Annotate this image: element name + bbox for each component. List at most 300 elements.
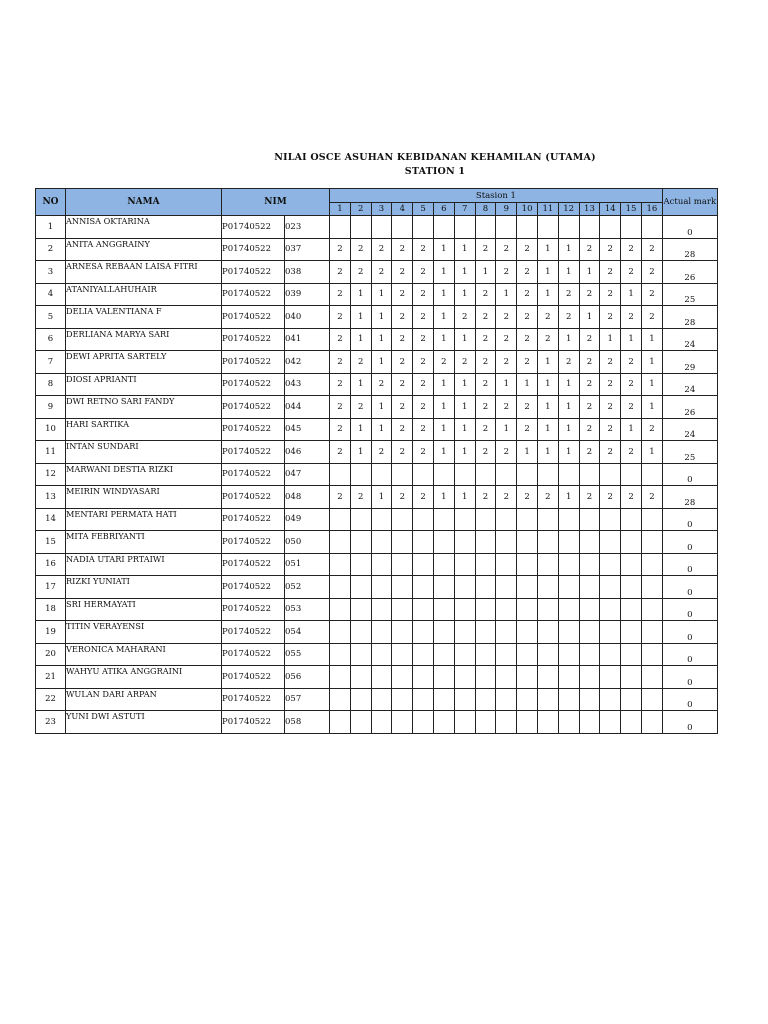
row-number: 20 [36,643,66,666]
student-name: ANITA ANGGRAINY [66,238,222,261]
row-number: 18 [36,598,66,621]
score-cell [392,553,413,576]
score-cell [330,643,351,666]
score-cell [579,598,600,621]
score-cell: 1 [558,441,579,464]
score-cell: 2 [496,238,517,261]
score-cell: 2 [621,261,642,284]
score-cell: 2 [392,306,413,329]
student-nim-suffix: 058 [285,711,330,734]
score-cell: 2 [537,306,558,329]
table-row [36,486,718,509]
score-cell [454,508,475,531]
score-cell: 2 [392,373,413,396]
score-cell [558,643,579,666]
score-cell [392,216,413,239]
score-cell: 1 [371,396,392,419]
score-table-body [36,216,718,734]
score-cell: 1 [558,238,579,261]
score-cell [517,598,538,621]
col-header-item-9: 9 [496,203,517,216]
score-cell: 2 [413,328,434,351]
score-cell: 2 [600,441,621,464]
score-cell: 2 [392,396,413,419]
score-cell: 1 [558,418,579,441]
actual-mark: 25 [662,283,717,306]
score-cell: 1 [350,283,371,306]
score-cell: 2 [600,283,621,306]
score-cell: 2 [413,373,434,396]
score-cell [558,688,579,711]
score-cell: 2 [413,418,434,441]
score-cell: 2 [517,486,538,509]
score-cell: 2 [413,306,434,329]
score-cell [392,508,413,531]
score-cell [558,508,579,531]
score-cell [433,711,454,734]
student-name: SRI HERMAYATI [66,598,222,621]
score-cell [600,553,621,576]
score-cell: 2 [392,261,413,284]
score-cell [330,598,351,621]
score-cell [413,216,434,239]
score-cell [350,463,371,486]
student-nim-suffix: 054 [285,621,330,644]
score-cell: 1 [537,396,558,419]
score-cell: 1 [537,238,558,261]
score-cell [433,216,454,239]
score-cell: 2 [579,373,600,396]
score-cell [517,688,538,711]
col-header-item-14: 14 [600,203,621,216]
score-cell: 2 [517,418,538,441]
score-cell [413,621,434,644]
score-cell: 2 [371,373,392,396]
col-header-actual: Actual mark [662,189,717,216]
score-cell: 2 [475,441,496,464]
score-cell [330,508,351,531]
score-cell: 2 [350,238,371,261]
col-header-stasion: Stasion 1 [330,189,663,203]
document-subtitle: STATION 1 [404,166,466,177]
score-cell [641,666,662,689]
actual-mark: 0 [662,216,717,239]
score-cell [579,666,600,689]
score-cell: 2 [475,238,496,261]
score-cell: 2 [641,418,662,441]
score-cell [330,463,351,486]
score-cell: 2 [496,306,517,329]
score-cell [392,666,413,689]
score-cell: 2 [330,396,351,419]
score-cell [454,576,475,599]
score-cell [579,553,600,576]
score-cell [496,621,517,644]
score-cell: 1 [517,373,538,396]
student-name: MITA FEBRIYANTI [66,531,222,554]
col-header-item-12: 12 [558,203,579,216]
score-cell: 2 [621,238,642,261]
student-nim: P01740522 [222,598,285,621]
row-number: 10 [36,418,66,441]
score-cell: 1 [433,418,454,441]
score-cell: 2 [579,351,600,374]
table-row [36,328,718,351]
score-cell [600,666,621,689]
score-cell: 1 [558,328,579,351]
student-nim: P01740522 [222,508,285,531]
score-cell: 1 [433,373,454,396]
col-header-item-16: 16 [641,203,662,216]
actual-mark: 0 [662,711,717,734]
score-cell [371,621,392,644]
score-cell [517,666,538,689]
student-nim: P01740522 [222,351,285,374]
score-cell: 2 [496,261,517,284]
score-cell: 2 [621,441,642,464]
score-cell [517,463,538,486]
table-row [36,531,718,554]
col-header-nim: NIM [222,189,330,216]
score-cell: 1 [350,306,371,329]
score-cell: 2 [517,396,538,419]
score-cell: 2 [641,238,662,261]
score-cell [454,553,475,576]
student-nim: P01740522 [222,328,285,351]
actual-mark: 29 [662,351,717,374]
score-cell [392,688,413,711]
table-row [36,711,718,734]
score-cell [641,531,662,554]
score-cell [496,463,517,486]
score-cell [350,553,371,576]
score-cell [330,711,351,734]
score-cell: 1 [371,283,392,306]
table-row [36,621,718,644]
score-cell [433,531,454,554]
table-row [36,283,718,306]
student-nim-suffix: 052 [285,576,330,599]
student-nim: P01740522 [222,261,285,284]
score-cell: 1 [433,328,454,351]
actual-mark: 0 [662,643,717,666]
score-cell [454,531,475,554]
score-cell [454,216,475,239]
score-cell [330,216,351,239]
score-cell [413,576,434,599]
score-cell [454,711,475,734]
student-nim: P01740522 [222,396,285,419]
score-cell: 1 [537,351,558,374]
score-cell [621,531,642,554]
score-cell [371,643,392,666]
student-nim: P01740522 [222,531,285,554]
row-number: 2 [36,238,66,261]
score-cell [496,576,517,599]
score-cell [517,643,538,666]
row-number: 1 [36,216,66,239]
score-cell [433,621,454,644]
student-nim-suffix: 049 [285,508,330,531]
score-cell: 1 [454,328,475,351]
score-cell [454,463,475,486]
student-nim-suffix: 046 [285,441,330,464]
score-cell: 2 [496,328,517,351]
student-nim-suffix: 023 [285,216,330,239]
score-cell: 1 [641,328,662,351]
score-cell [621,666,642,689]
student-nim: P01740522 [222,553,285,576]
score-cell [413,688,434,711]
score-cell [579,216,600,239]
student-name: WULAN DARI ARPAN [66,688,222,711]
score-cell [350,576,371,599]
actual-mark: 0 [662,463,717,486]
score-cell [621,508,642,531]
score-cell: 2 [579,328,600,351]
score-cell [537,711,558,734]
score-cell: 1 [433,396,454,419]
score-cell: 2 [621,486,642,509]
score-cell: 2 [517,351,538,374]
actual-mark: 0 [662,508,717,531]
table-row [36,373,718,396]
score-cell [475,216,496,239]
col-header-item-15: 15 [621,203,642,216]
score-cell: 1 [641,351,662,374]
table-row [36,576,718,599]
score-cell: 2 [558,306,579,329]
student-nim-suffix: 047 [285,463,330,486]
score-cell: 2 [350,261,371,284]
score-cell [537,621,558,644]
student-name: WAHYU ATIKA ANGGRAINI [66,666,222,689]
score-cell: 2 [330,238,351,261]
score-cell [371,688,392,711]
row-number: 4 [36,283,66,306]
score-cell [475,621,496,644]
score-cell: 1 [371,486,392,509]
score-cell [621,711,642,734]
score-cell [350,508,371,531]
col-header-item-5: 5 [413,203,434,216]
student-nim-suffix: 038 [285,261,330,284]
score-cell [350,216,371,239]
score-cell: 1 [558,396,579,419]
actual-mark: 26 [662,396,717,419]
student-name: VERONICA MAHARANI [66,643,222,666]
student-nim-suffix: 043 [285,373,330,396]
score-cell [371,463,392,486]
score-cell: 1 [371,306,392,329]
score-cell: 1 [475,261,496,284]
score-cell [454,643,475,666]
score-cell [433,688,454,711]
score-cell: 2 [392,328,413,351]
score-cell: 1 [454,238,475,261]
score-cell: 2 [392,351,413,374]
score-cell: 2 [496,351,517,374]
student-name: TITIN VERAYENSI [66,621,222,644]
score-cell [413,508,434,531]
score-cell [392,598,413,621]
score-cell: 2 [558,283,579,306]
score-cell: 1 [496,283,517,306]
student-nim-suffix: 055 [285,643,330,666]
student-nim-suffix: 045 [285,418,330,441]
student-nim: P01740522 [222,666,285,689]
score-cell: 2 [392,418,413,441]
score-cell [496,508,517,531]
score-cell [454,688,475,711]
score-cell [600,688,621,711]
score-cell [600,598,621,621]
score-cell: 2 [475,283,496,306]
score-cell [496,553,517,576]
score-cell: 2 [475,396,496,419]
row-number: 15 [36,531,66,554]
score-cell: 1 [433,441,454,464]
score-cell [558,531,579,554]
score-cell [475,688,496,711]
score-cell [496,216,517,239]
col-header-item-1: 1 [330,203,351,216]
score-cell: 2 [330,373,351,396]
score-cell: 1 [350,418,371,441]
score-cell [392,643,413,666]
score-cell: 2 [641,261,662,284]
student-nim-suffix: 053 [285,598,330,621]
score-cell: 2 [496,396,517,419]
student-name: DIOSI APRIANTI [66,373,222,396]
score-cell [433,508,454,531]
score-cell [392,711,413,734]
table-row [36,418,718,441]
score-cell: 1 [454,373,475,396]
score-cell: 2 [641,486,662,509]
student-name: INTAN SUNDARI [66,441,222,464]
student-nim-suffix: 042 [285,351,330,374]
score-cell [641,216,662,239]
student-nim: P01740522 [222,441,285,464]
score-cell: 2 [371,238,392,261]
score-cell [600,463,621,486]
score-cell [330,666,351,689]
score-cell: 2 [600,396,621,419]
score-cell: 2 [641,306,662,329]
score-cell [496,531,517,554]
score-cell: 1 [537,261,558,284]
student-nim: P01740522 [222,463,285,486]
score-cell: 2 [517,283,538,306]
score-cell [641,688,662,711]
student-nim: P01740522 [222,418,285,441]
score-cell: 2 [621,396,642,419]
col-header-item-3: 3 [371,203,392,216]
score-cell: 1 [454,261,475,284]
score-cell [600,621,621,644]
actual-mark: 0 [662,553,717,576]
score-cell: 2 [579,238,600,261]
score-cell [371,531,392,554]
student-nim: P01740522 [222,283,285,306]
score-cell [558,598,579,621]
score-cell: 1 [579,261,600,284]
score-cell: 1 [371,328,392,351]
score-cell: 2 [413,486,434,509]
score-cell [371,576,392,599]
score-cell: 2 [600,261,621,284]
score-cell: 1 [454,418,475,441]
score-cell [579,576,600,599]
score-cell: 1 [350,373,371,396]
student-nim: P01740522 [222,216,285,239]
score-cell: 1 [537,283,558,306]
row-number: 17 [36,576,66,599]
row-number: 13 [36,486,66,509]
table-row [36,688,718,711]
score-cell [641,621,662,644]
student-nim: P01740522 [222,238,285,261]
row-number: 16 [36,553,66,576]
student-name: DELIA VALENTIANA F [66,306,222,329]
col-header-nama: NAMA [66,189,222,216]
score-cell [558,216,579,239]
actual-mark: 26 [662,261,717,284]
score-cell: 2 [392,486,413,509]
score-cell [433,576,454,599]
score-cell [350,666,371,689]
score-cell [350,688,371,711]
table-row [36,666,718,689]
col-header-item-4: 4 [392,203,413,216]
score-cell: 2 [392,238,413,261]
score-cell: 2 [475,351,496,374]
row-number: 12 [36,463,66,486]
score-cell: 1 [558,486,579,509]
student-name: RIZKI YUNIATI [66,576,222,599]
actual-mark: 25 [662,441,717,464]
actual-mark: 0 [662,688,717,711]
score-cell: 1 [517,441,538,464]
student-name: DEWI APRITA SARTELY [66,351,222,374]
table-row [36,396,718,419]
score-cell: 2 [600,306,621,329]
score-cell [621,598,642,621]
row-number: 7 [36,351,66,374]
score-cell: 2 [392,441,413,464]
score-table [35,188,718,734]
score-cell: 2 [371,441,392,464]
col-header-item-10: 10 [517,203,538,216]
score-cell [517,553,538,576]
score-cell [371,666,392,689]
score-cell: 2 [621,306,642,329]
score-cell: 2 [537,486,558,509]
score-cell [475,531,496,554]
student-nim-suffix: 048 [285,486,330,509]
score-cell: 2 [517,306,538,329]
score-cell: 1 [600,328,621,351]
score-cell [641,711,662,734]
score-cell [475,553,496,576]
actual-mark: 0 [662,576,717,599]
score-cell: 2 [413,261,434,284]
row-number: 3 [36,261,66,284]
score-cell [392,576,413,599]
table-row [36,441,718,464]
score-cell: 2 [496,441,517,464]
